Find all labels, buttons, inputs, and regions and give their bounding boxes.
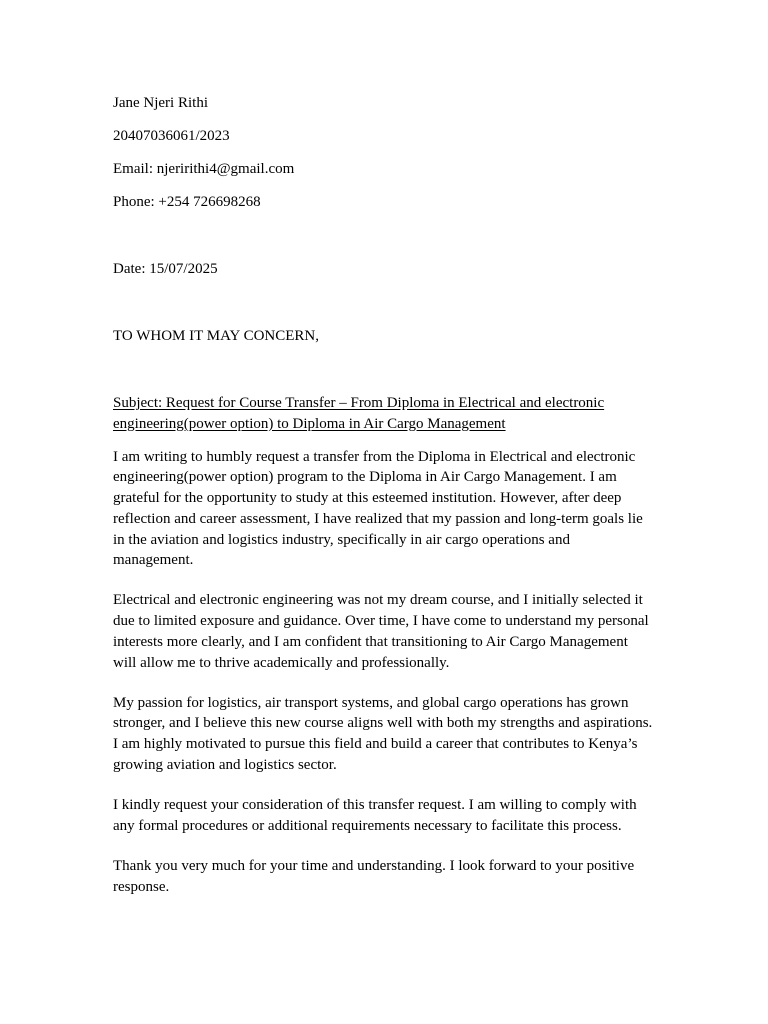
sender-email: Email: njeririthi4@gmail.com — [113, 161, 295, 177]
paragraph-1 — [113, 447, 663, 571]
paragraph-line: I am highly motivated to pursue this field and build a career that contributes to Kenya’s — [113, 736, 638, 753]
paragraph-line: reflection and career assessment, I have realized that my passion and long-term goals lie — [113, 510, 643, 527]
subject-line-2: engineering(power option) to Diploma in Air Cargo Management — [113, 415, 506, 432]
sender-phone: Phone: +254 726698268 — [113, 194, 261, 210]
paragraph-line: My passion for logistics, air transport systems, and global cargo operations has grown — [113, 694, 629, 711]
registration-number: 20407036061/2023 — [113, 128, 230, 144]
paragraph-line: I kindly request your consideration of this transfer request. I am willing to comply with — [113, 797, 637, 814]
sender-name: Jane Njeri Rithi — [113, 95, 208, 111]
paragraph-line: growing aviation and logistics sector. — [113, 756, 337, 773]
paragraph-line: will allow me to thrive academically and professionally. — [113, 654, 450, 671]
paragraph-line: Thank you very much for your time and understanding. I look forward to your positive — [113, 857, 635, 874]
paragraph-3 — [113, 693, 663, 776]
paragraph-5 — [113, 856, 663, 897]
letter-body — [113, 93, 663, 897]
letter-date: Date: 15/07/2025 — [113, 261, 218, 277]
salutation: TO WHOM IT MAY CONCERN, — [113, 328, 319, 344]
paragraph-4 — [113, 795, 663, 836]
paragraph-line: grateful for the opportunity to study at this esteemed institution. However, after deep — [113, 490, 622, 507]
paragraph-line: stronger, and I believe this new course aligns well with both my strengths and aspirations. — [113, 715, 653, 732]
paragraph-line: I am writing to humbly request a transfer from the Diploma in Electrical and electronic — [113, 448, 636, 465]
paragraph-line: engineering(power option) program to the Diploma in Air Cargo Management. I am — [113, 469, 617, 486]
paragraph-line: any formal procedures or additional requirements necessary to facilitate this process. — [113, 817, 622, 834]
subject-line-1: Subject: Request for Course Transfer – From Diploma in Electrical and electronic — [113, 395, 605, 411]
paragraph-line: in the aviation and logistics industry, specifically in air cargo operations and — [113, 531, 570, 548]
paragraph-line: due to limited exposure and guidance. Over time, I have come to understand my personal — [113, 613, 649, 630]
paragraph-line: response. — [113, 878, 170, 895]
subject-line — [113, 393, 663, 434]
paragraph-2 — [113, 590, 663, 673]
paragraph-line: Electrical and electronic engineering was not my dream course, and I initially selected it — [113, 592, 643, 609]
paragraph-line: management. — [113, 552, 194, 569]
paragraph-line: interests more clearly, and I am confident that transitioning to Air Cargo Management — [113, 633, 628, 650]
